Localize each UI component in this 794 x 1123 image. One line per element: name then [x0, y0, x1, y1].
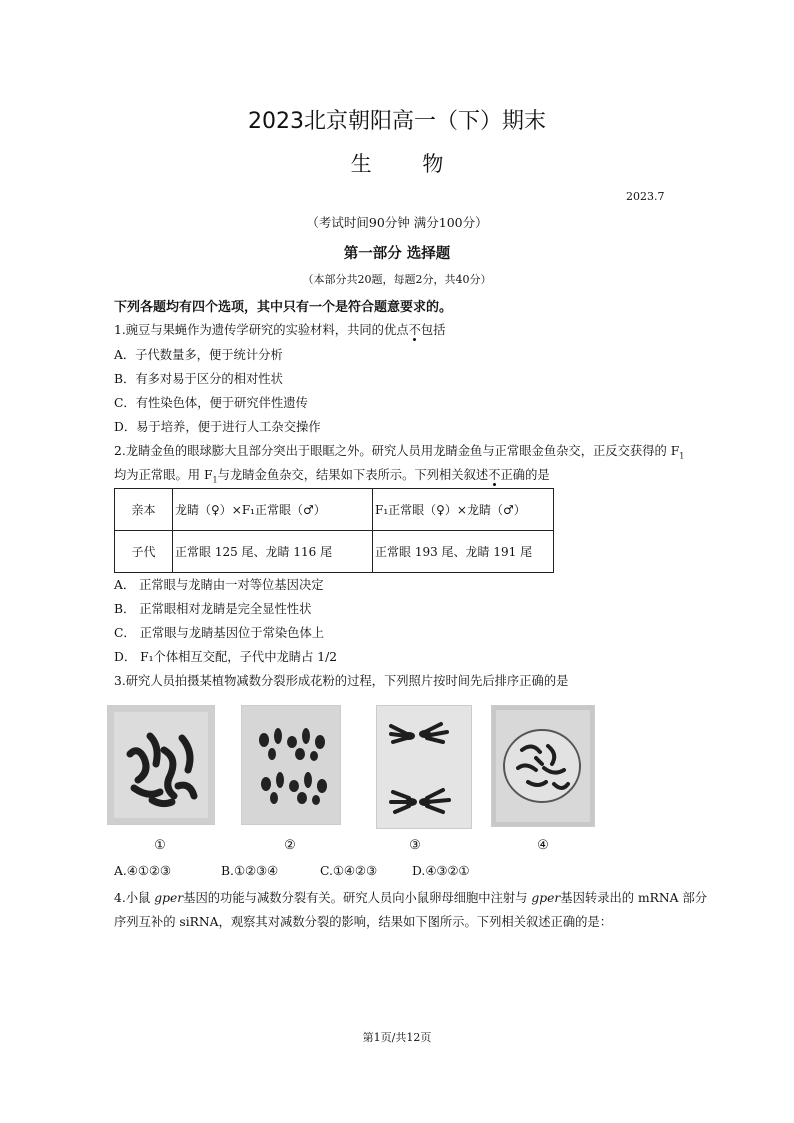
q1-option-d: D．易于培养，便于进行人工杂交操作 — [114, 420, 321, 434]
table-cell: 正常眼 125 尾、龙睛 116 尾 — [173, 531, 373, 573]
q4-gene-name-2: gper — [531, 891, 561, 905]
micrograph-label-3: ③ — [409, 838, 421, 853]
q2-stem-line2 — [114, 465, 550, 484]
micrograph-4 — [491, 705, 595, 827]
q1-option-a: A．子代数量多，便于统计分析 — [114, 348, 283, 362]
exam-date: 2023.7 — [626, 190, 665, 203]
q2-stem2-c: 正确的是 — [500, 468, 550, 482]
q1-stem-text: 1.豌豆与果蝇作为遗传学研究的实验材料，共同的优点 — [114, 323, 409, 337]
page-title: 2023北京朝阳高一（下）期末 — [248, 109, 546, 134]
q3-option-d: D.④③②① — [412, 864, 470, 878]
table-cell: 子代 — [115, 531, 173, 573]
table-cell: 正常眼 193 尾、龙睛 191 尾 — [373, 531, 554, 573]
q4-stem-b: 基因的功能与减数分裂有关。研究人员向小鼠卵母细胞中注射与 — [183, 891, 532, 905]
q3-option-b: B.①②③④ — [221, 864, 279, 878]
q2-stem-text: 2.龙睛金鱼的眼球膨大且部分突出于眼眶之外。研究人员用龙睛金鱼与正常眼金鱼杂交，正反交获得的 F — [114, 444, 680, 458]
micrograph-label-2: ② — [284, 838, 296, 853]
q4-stem-line2: 序列互补的 siRNA，观察其对减数分裂的影响，结果如下图所示。下列相关叙述正确的是： — [114, 915, 613, 929]
q2-subscript-2: 1 — [212, 475, 218, 485]
q4-gene-name: gper — [154, 891, 184, 905]
q4-stem-a: 4.小鼠 — [114, 891, 155, 905]
q3-option-c: C.①④②③ — [320, 864, 377, 878]
q2-emphasis: 不 — [488, 468, 501, 482]
q2-option-d: D． F₁个体相互交配，子代中龙睛占 1/2 — [114, 650, 338, 664]
q2-stem2-a: 均为正常眼。用 F — [114, 468, 213, 482]
q1-stem — [114, 320, 445, 338]
q1-option-c: C．有性染色体，便于研究伴性遗传 — [114, 396, 308, 410]
table-cell: 亲本 — [115, 489, 173, 531]
q2-option-b: B． 正常眼相对龙睛是完全显性性状 — [114, 602, 312, 616]
subject-char-2: 物 — [422, 152, 444, 176]
instruction: 下列各题均有四个选项，其中只有一个是符合题意要求的。 — [114, 300, 453, 315]
q2-subscript: 1 — [679, 451, 685, 461]
part-title: 第一部分 选择题 — [343, 245, 451, 262]
q2-stem2-b: 与龙睛金鱼杂交，结果如下表所示。下列相关叙述 — [217, 468, 489, 482]
table-cell: 龙睛（♀）×F₁正常眼（♂） — [173, 489, 373, 531]
table-row — [115, 489, 554, 531]
micrograph-1 — [107, 705, 215, 825]
micrograph-2 — [241, 705, 341, 825]
part-note: （本部分共20题，每题2分，共40分） — [302, 273, 492, 286]
q4-stem-c: 基因转录出的 mRNA 部分 — [560, 891, 708, 905]
micrograph-3 — [376, 705, 472, 829]
q2-option-a: A． 正常眼与龙睛由一对等位基因决定 — [114, 578, 324, 592]
q3-option-a: A.④①②③ — [114, 864, 171, 878]
table-cell: F₁正常眼（♀）×龙睛（♂） — [373, 489, 554, 531]
micrograph-label-4: ④ — [537, 838, 549, 853]
page-footer: 第1页/共12页 — [362, 1031, 432, 1044]
q2-option-c: C． 正常眼与龙睛基因位于常染色体上 — [114, 626, 325, 640]
q3-stem: 3.研究人员拍摄某植物减数分裂形成花粉的过程，下列照片按时间先后排序正确的是 — [114, 674, 569, 688]
subject-heading — [0, 148, 794, 178]
q1-option-b: B．有多对易于区分的相对性状 — [114, 372, 283, 386]
q4-stem-line1 — [114, 888, 707, 906]
micrograph-label-1: ① — [154, 838, 166, 853]
subject-char-1: 生 — [350, 152, 372, 176]
table-row — [115, 531, 554, 573]
cross-results-table — [114, 488, 554, 573]
q1-emphasis: 不 — [408, 323, 421, 337]
exam-info: （考试时间90分钟 满分100分） — [306, 215, 488, 230]
q1-stem-end: 包括 — [420, 323, 446, 337]
q2-stem-line1 — [114, 441, 684, 460]
